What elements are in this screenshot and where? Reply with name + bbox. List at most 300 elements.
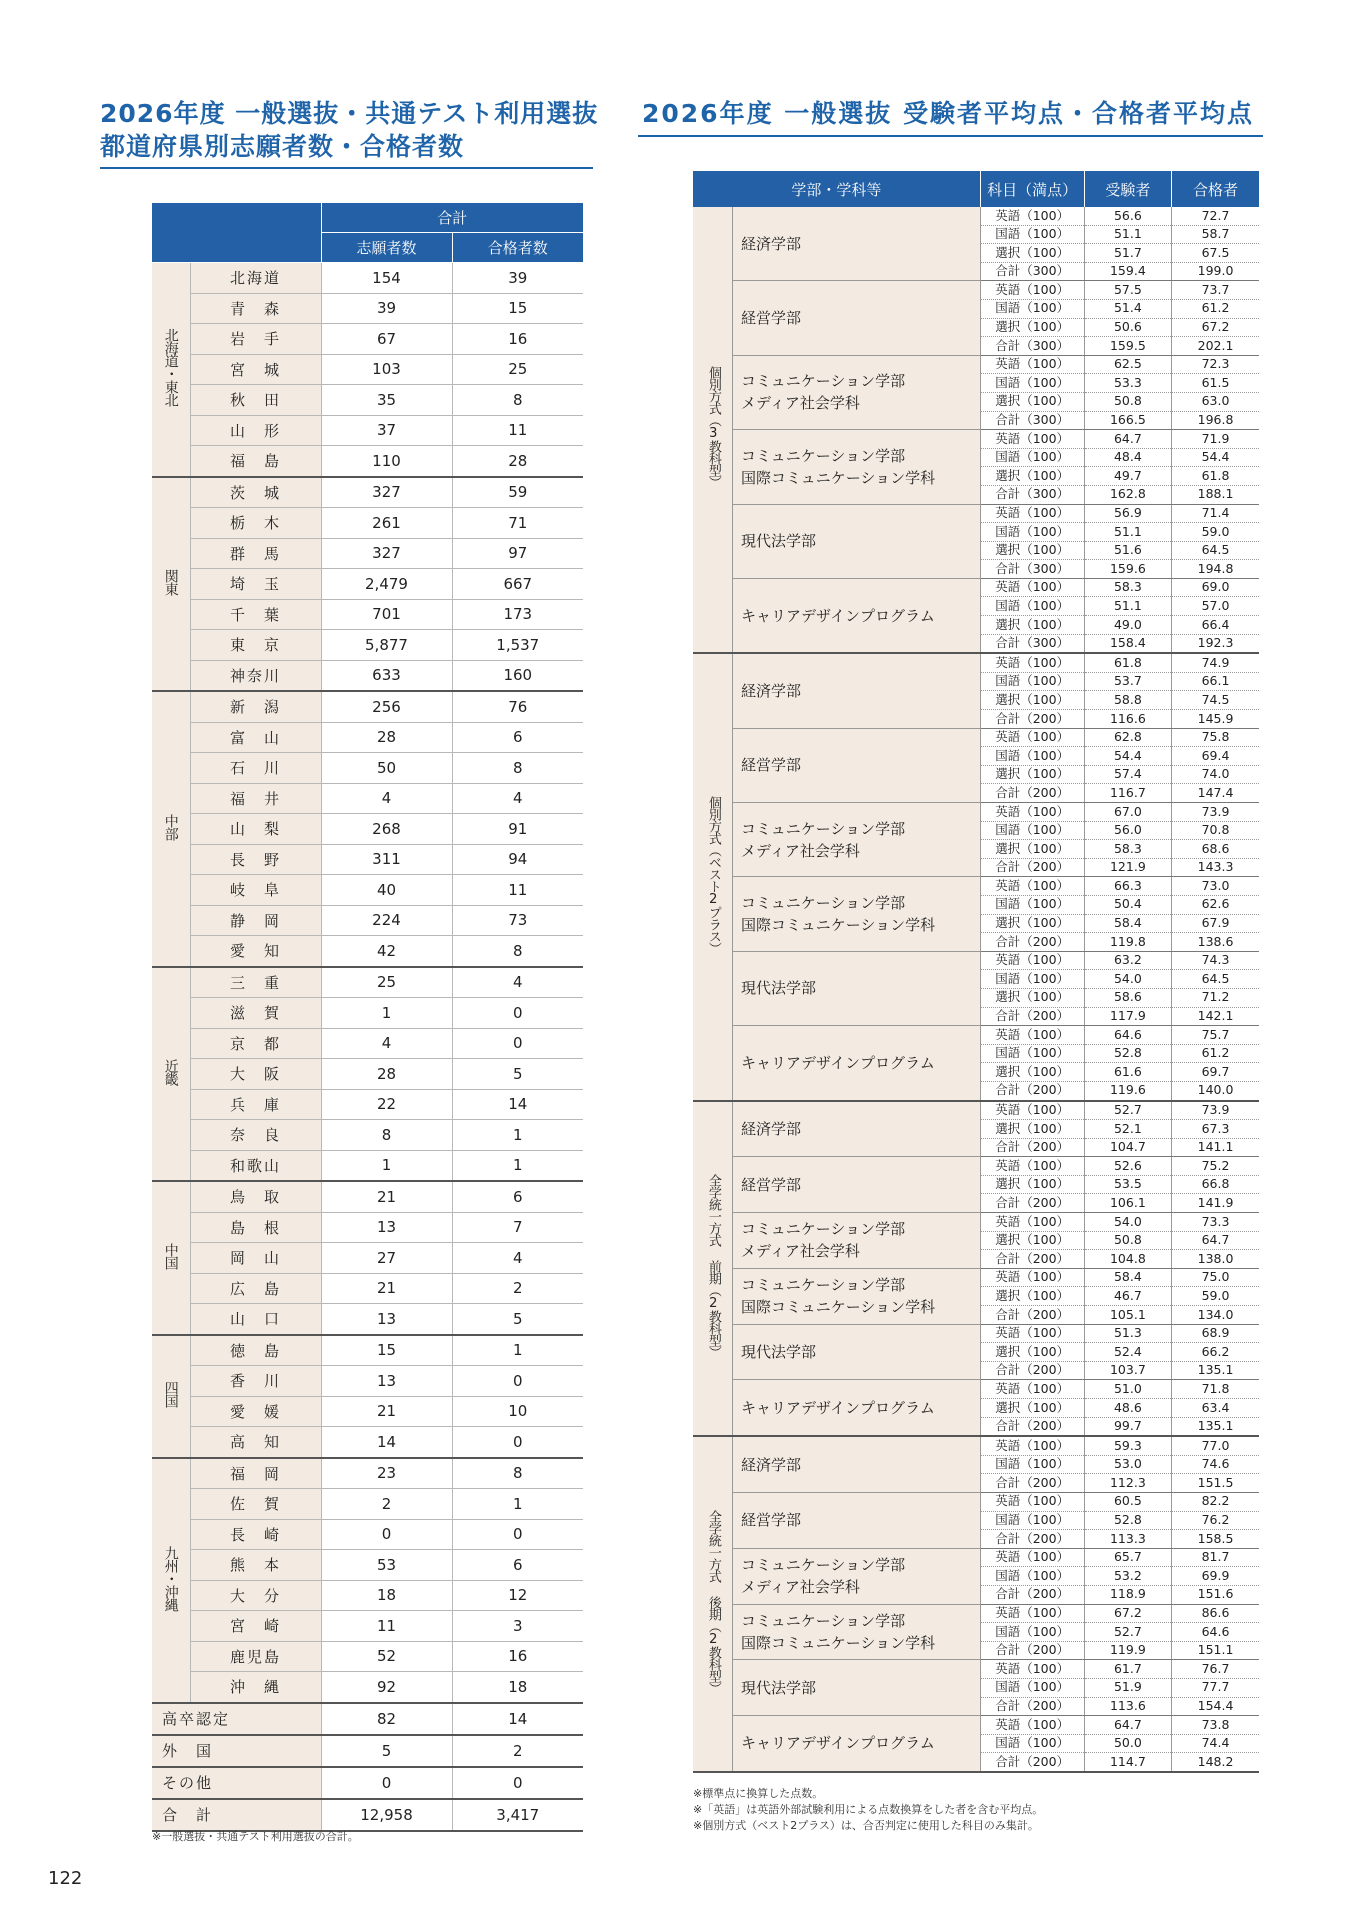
successful-average: 69.7 — [1172, 1063, 1259, 1082]
examinee-average: 48.4 — [1084, 448, 1171, 467]
successful-average: 67.2 — [1172, 318, 1259, 337]
table-row — [152, 967, 583, 998]
department-name — [733, 728, 981, 802]
prefecture-name: 福 島 — [190, 446, 321, 477]
passed-value: 1 — [452, 1335, 583, 1366]
examinee-average: 54.0 — [1084, 970, 1171, 989]
successful-average: 138.6 — [1172, 933, 1259, 952]
prefecture-name: 千 葉 — [190, 599, 321, 630]
subject-label: 合計（300） — [980, 411, 1084, 430]
subject-label: 選択（100） — [980, 392, 1084, 411]
table-row — [693, 1548, 1259, 1567]
table-row — [693, 1380, 1259, 1399]
applicants-value: 2,479 — [321, 569, 452, 600]
subject-label: 英語（100） — [980, 281, 1084, 300]
table-row — [693, 1324, 1259, 1343]
successful-average: 67.3 — [1172, 1120, 1259, 1139]
passed-value: 39 — [452, 263, 583, 294]
table-row — [152, 1181, 583, 1212]
table-row — [152, 1120, 583, 1151]
passed-value: 0 — [452, 1427, 583, 1458]
prefecture-name: 長 崎 — [190, 1519, 321, 1550]
successful-average: 59.0 — [1172, 523, 1259, 542]
successful-average: 67.5 — [1172, 244, 1259, 263]
passed-value: 5 — [452, 1059, 583, 1090]
department-name — [733, 207, 981, 281]
right-title-rule — [638, 135, 1263, 137]
successful-average: 135.1 — [1172, 1361, 1259, 1380]
passed-value: 76 — [452, 691, 583, 722]
prefecture-name: 山 口 — [190, 1304, 321, 1335]
passed-value: 1,537 — [452, 630, 583, 661]
passed-value: 94 — [452, 844, 583, 875]
table-row — [693, 1213, 1259, 1232]
table-row — [152, 814, 583, 845]
table-row — [152, 324, 583, 355]
subject-label: 英語（100） — [980, 1716, 1084, 1735]
examinee-average: 162.8 — [1084, 485, 1171, 504]
successful-average: 188.1 — [1172, 485, 1259, 504]
examinee-average: 50.8 — [1084, 1231, 1171, 1250]
successful-average: 72.3 — [1172, 355, 1259, 374]
examinee-average: 63.2 — [1084, 951, 1171, 970]
passed-value: 11 — [452, 415, 583, 446]
subject-label: 国語（100） — [980, 1455, 1084, 1474]
passed-value: 3,417 — [452, 1799, 583, 1831]
region-label — [152, 1181, 190, 1335]
department-name — [733, 1436, 981, 1492]
successful-average: 69.9 — [1172, 1567, 1259, 1586]
page-number: 122 — [48, 1868, 83, 1889]
examinee-average: 62.8 — [1084, 728, 1171, 747]
table-row — [152, 905, 583, 936]
prefecture-name: 佐 賀 — [190, 1489, 321, 1520]
table-row — [693, 504, 1259, 523]
department-name-line: 国際コミュニケーション学科 — [741, 1633, 936, 1652]
successful-average: 54.4 — [1172, 448, 1259, 467]
applicants-value: 311 — [321, 844, 452, 875]
examinee-average: 50.0 — [1084, 1734, 1171, 1753]
department-name-line: メディア社会学科 — [741, 841, 860, 860]
examinee-average: 51.3 — [1084, 1324, 1171, 1343]
department-name — [733, 1380, 981, 1436]
prefecture-name: 山 梨 — [190, 814, 321, 845]
successful-average: 74.0 — [1172, 765, 1259, 784]
subject-label: 英語（100） — [980, 653, 1084, 672]
department-name — [733, 504, 981, 578]
table-row — [152, 1580, 583, 1611]
successful-average: 73.8 — [1172, 1716, 1259, 1735]
table-row — [152, 263, 583, 294]
table-row — [152, 1641, 583, 1672]
examinee-average: 62.5 — [1084, 355, 1171, 374]
passed-value: 7 — [452, 1212, 583, 1243]
table-row — [152, 1273, 583, 1304]
successful-average: 140.0 — [1172, 1081, 1259, 1100]
examinee-average: 54.0 — [1084, 1213, 1171, 1232]
prefecture-name: 富 山 — [190, 722, 321, 753]
subject-label: 国語（100） — [980, 1044, 1084, 1063]
table-row — [152, 1089, 583, 1120]
score-table — [693, 171, 1259, 1773]
passed-value: 15 — [452, 293, 583, 324]
prefecture-name: 岩 手 — [190, 324, 321, 355]
successful-average: 138.0 — [1172, 1250, 1259, 1269]
score-note-3: ※個別方式（ベスト2プラス）は、合否判定に使用した科目のみ集計。 — [693, 1819, 1039, 1832]
examinee-average: 52.8 — [1084, 1044, 1171, 1063]
subject-label: 国語（100） — [980, 895, 1084, 914]
subject-label: 合計（200） — [980, 1530, 1084, 1549]
department-name-line: コミュニケーション学部 — [741, 819, 906, 838]
subject-label: 英語（100） — [980, 1660, 1084, 1679]
applicants-value: 27 — [321, 1243, 452, 1274]
successful-average: 75.0 — [1172, 1268, 1259, 1287]
applicants-value: 25 — [321, 967, 452, 998]
examinee-average: 104.8 — [1084, 1250, 1171, 1269]
prefecture-name: 茨 城 — [190, 477, 321, 508]
department-name — [733, 1268, 981, 1324]
examinee-average: 116.7 — [1084, 784, 1171, 803]
passed-value: 0 — [452, 1366, 583, 1397]
table-row — [152, 691, 583, 722]
applicants-value: 22 — [321, 1089, 452, 1120]
successful-average: 199.0 — [1172, 262, 1259, 281]
examinee-average: 54.4 — [1084, 747, 1171, 766]
successful-average: 202.1 — [1172, 337, 1259, 356]
subject-label: 国語（100） — [980, 821, 1084, 840]
department-name — [733, 1324, 981, 1380]
table-row — [693, 1436, 1259, 1455]
table-row — [693, 1660, 1259, 1679]
department-name — [733, 877, 981, 951]
subject-label: 合計（200） — [980, 1474, 1084, 1493]
passed-header: 合格者数 — [452, 233, 583, 263]
examinee-average: 51.4 — [1084, 299, 1171, 318]
applicants-value: 261 — [321, 508, 452, 539]
passed-value: 12 — [452, 1580, 583, 1611]
table-row — [152, 385, 583, 416]
successful-average: 81.7 — [1172, 1548, 1259, 1567]
subject-label: 選択（100） — [980, 1175, 1084, 1194]
subject-label: 国語（100） — [980, 1623, 1084, 1642]
subject-label: 選択（100） — [980, 988, 1084, 1007]
prefecture-name: 山 形 — [190, 415, 321, 446]
examinee-average: 58.3 — [1084, 840, 1171, 859]
examinee-average: 112.3 — [1084, 1474, 1171, 1493]
left-title-line1: 2026年度 一般選抜・共通テスト利用選抜 — [100, 99, 599, 128]
subject-label: 合計（300） — [980, 560, 1084, 579]
table-row — [152, 446, 583, 477]
successful-average: 77.7 — [1172, 1678, 1259, 1697]
prefecture-name: 新 潟 — [190, 691, 321, 722]
department-name — [733, 803, 981, 877]
subject-label: 英語（100） — [980, 803, 1084, 822]
other-label: 外 国 — [152, 1735, 321, 1767]
table-row — [152, 569, 583, 600]
successful-average: 71.9 — [1172, 430, 1259, 449]
dept-header: 学部・学科等 — [693, 171, 980, 207]
passed-value: 18 — [452, 1672, 583, 1703]
successful-average: 135.1 — [1172, 1417, 1259, 1436]
table-row — [152, 1735, 583, 1767]
table-row — [152, 1150, 583, 1181]
department-name-line: コミュニケーション学部 — [741, 894, 906, 913]
successful-average: 68.9 — [1172, 1324, 1259, 1343]
successful-average: 141.9 — [1172, 1194, 1259, 1213]
successful-average: 61.2 — [1172, 299, 1259, 318]
examinee-average: 51.6 — [1084, 541, 1171, 560]
successful-average: 68.6 — [1172, 840, 1259, 859]
passed-value: 160 — [452, 660, 583, 691]
applicants-value: 154 — [321, 263, 452, 294]
department-name — [733, 281, 981, 355]
subject-label: 国語（100） — [980, 1734, 1084, 1753]
table-row — [693, 1026, 1259, 1045]
successful-average: 143.3 — [1172, 858, 1259, 877]
table-row — [152, 415, 583, 446]
successful-average: 64.5 — [1172, 970, 1259, 989]
successful-average: 63.4 — [1172, 1399, 1259, 1418]
successful-average: 75.7 — [1172, 1026, 1259, 1045]
successful-average: 134.0 — [1172, 1306, 1259, 1325]
passed-value: 16 — [452, 324, 583, 355]
applicants-value: 256 — [321, 691, 452, 722]
subject-label: 選択（100） — [980, 244, 1084, 263]
table-row — [693, 728, 1259, 747]
department-name — [733, 1492, 981, 1548]
table-row — [152, 844, 583, 875]
subject-label: 合計（300） — [980, 634, 1084, 653]
prefecture-name: 長 野 — [190, 844, 321, 875]
department-name-line: メディア社会学科 — [741, 394, 860, 413]
department-name — [733, 1716, 981, 1772]
department-name-line: 国際コミュニケーション学科 — [741, 1298, 936, 1317]
score-note-2: ※「英語」は英語外部試験利用による点数換算をした者を含む平均点。 — [693, 1803, 1044, 1816]
prefecture-name: 神奈川 — [190, 660, 321, 691]
subject-label: 選択（100） — [980, 691, 1084, 710]
department-name — [733, 1604, 981, 1660]
passed-value: 173 — [452, 599, 583, 630]
examinee-average: 159.5 — [1084, 337, 1171, 356]
subject-label: 英語（100） — [980, 1380, 1084, 1399]
department-name-line: コミュニケーション学部 — [741, 372, 906, 391]
successful-average: 151.5 — [1172, 1474, 1259, 1493]
applicants-value: 327 — [321, 477, 452, 508]
passed-value: 4 — [452, 783, 583, 814]
examinee-average: 58.6 — [1084, 988, 1171, 1007]
department-name — [733, 578, 981, 653]
successful-average: 66.2 — [1172, 1343, 1259, 1362]
successful-average: 141.1 — [1172, 1138, 1259, 1157]
table-row — [693, 877, 1259, 896]
examinee-average: 49.7 — [1084, 467, 1171, 486]
subject-label: 英語（100） — [980, 207, 1084, 225]
applicants-value: 5 — [321, 1735, 452, 1767]
department-name-line: 経営学部 — [741, 309, 802, 328]
table-row — [152, 1059, 583, 1090]
examinee-average: 61.6 — [1084, 1063, 1171, 1082]
department-name — [733, 1026, 981, 1101]
table-row — [152, 1366, 583, 1397]
subject-label: 合計（200） — [980, 710, 1084, 729]
passed-value: 1 — [452, 1489, 583, 1520]
examinee-average: 67.2 — [1084, 1604, 1171, 1623]
table-row — [152, 1458, 583, 1489]
subject-label: 選択（100） — [980, 1231, 1084, 1250]
successful-average: 151.6 — [1172, 1585, 1259, 1604]
table-row — [152, 936, 583, 967]
table-row — [152, 660, 583, 691]
prefecture-name: 大 阪 — [190, 1059, 321, 1090]
examinee-average: 52.7 — [1084, 1101, 1171, 1120]
department-name-line: 国際コミュニケーション学科 — [741, 468, 936, 487]
table-row — [693, 578, 1259, 597]
applicants-value: 23 — [321, 1458, 452, 1489]
subject-label: 選択（100） — [980, 1399, 1084, 1418]
examinee-average: 105.1 — [1084, 1306, 1171, 1325]
region-label — [152, 1458, 190, 1703]
score-note-1: ※標準点に換算した点数。 — [693, 1787, 824, 1800]
department-name — [733, 1660, 981, 1716]
table-row — [693, 803, 1259, 822]
applicants-value: 2 — [321, 1489, 452, 1520]
subject-label: 合計（300） — [980, 262, 1084, 281]
examinee-average: 113.6 — [1084, 1697, 1171, 1716]
passed-value: 16 — [452, 1641, 583, 1672]
subject-label: 選択（100） — [980, 1063, 1084, 1082]
examinee-average: 61.8 — [1084, 653, 1171, 672]
subject-label: 選択（100） — [980, 467, 1084, 486]
successful-average: 147.4 — [1172, 784, 1259, 803]
examinee-average: 52.6 — [1084, 1157, 1171, 1176]
successful-average: 73.9 — [1172, 1101, 1259, 1120]
successful-average: 151.1 — [1172, 1641, 1259, 1660]
examinee-average: 59.3 — [1084, 1436, 1171, 1455]
passed-value: 4 — [452, 967, 583, 998]
successful-average: 76.7 — [1172, 1660, 1259, 1679]
region-label-text: 中国 — [162, 1242, 179, 1269]
applicants-value: 40 — [321, 875, 452, 906]
examinee-average: 52.4 — [1084, 1343, 1171, 1362]
left-title-line2: 都道府県別志願者数・合格者数 — [100, 132, 465, 161]
applicants-value: 103 — [321, 354, 452, 385]
table-row — [152, 1304, 583, 1335]
subject-label: 英語（100） — [980, 1157, 1084, 1176]
passed-value: 8 — [452, 936, 583, 967]
department-name-line: キャリアデザインプログラム — [741, 1398, 935, 1417]
subject-label: 国語（100） — [980, 970, 1084, 989]
table-row — [152, 538, 583, 569]
subject-label: 英語（100） — [980, 1026, 1084, 1045]
subject-header: 科目（満点） — [980, 171, 1084, 207]
table-row — [693, 1716, 1259, 1735]
successful-average: 148.2 — [1172, 1753, 1259, 1772]
subject-label: 合計（200） — [980, 933, 1084, 952]
region-label-text: 近畿 — [162, 1058, 179, 1085]
department-name — [733, 951, 981, 1025]
table-row — [152, 998, 583, 1029]
examinee-average: 114.7 — [1084, 1753, 1171, 1772]
applicants-value: 15 — [321, 1335, 452, 1366]
examinee-average: 53.0 — [1084, 1455, 1171, 1474]
examinee-average: 64.6 — [1084, 1026, 1171, 1045]
successful-average: 61.8 — [1172, 467, 1259, 486]
department-name-line: キャリアデザインプログラム — [741, 1053, 935, 1072]
subject-label: 国語（100） — [980, 448, 1084, 467]
table-row — [152, 293, 583, 324]
successful-average: 158.5 — [1172, 1530, 1259, 1549]
applicants-value: 268 — [321, 814, 452, 845]
subject-label: 英語（100） — [980, 1213, 1084, 1232]
subject-label: 選択（100） — [980, 318, 1084, 337]
method-label-text: 全学統一方式 前期（2教科型） — [705, 1174, 721, 1359]
prefecture-name: 栃 木 — [190, 508, 321, 539]
method-label — [693, 207, 733, 653]
subject-label: 英語（100） — [980, 728, 1084, 747]
examinee-average: 119.6 — [1084, 1081, 1171, 1100]
successful-average: 194.8 — [1172, 560, 1259, 579]
table-row — [152, 1212, 583, 1243]
examinee-average: 49.0 — [1084, 616, 1171, 635]
region-label — [152, 691, 190, 967]
prefecture-name: 宮 崎 — [190, 1611, 321, 1642]
table-row — [152, 508, 583, 539]
method-label — [693, 1436, 733, 1772]
subject-label: 合計（200） — [980, 1417, 1084, 1436]
successful-average: 66.4 — [1172, 616, 1259, 635]
passed-value: 6 — [452, 1550, 583, 1581]
subject-label: 選択（100） — [980, 1120, 1084, 1139]
passed-value: 11 — [452, 875, 583, 906]
subject-label: 選択（100） — [980, 840, 1084, 859]
applicants-value: 28 — [321, 1059, 452, 1090]
passed-value: 59 — [452, 477, 583, 508]
examinee-average: 67.0 — [1084, 803, 1171, 822]
applicants-value: 21 — [321, 1273, 452, 1304]
passed-value: 14 — [452, 1089, 583, 1120]
successful-average: 70.8 — [1172, 821, 1259, 840]
table-row — [152, 1519, 583, 1550]
examinee-average: 166.5 — [1084, 411, 1171, 430]
examinee-average: 64.7 — [1084, 430, 1171, 449]
subject-label: 合計（200） — [980, 1361, 1084, 1380]
passed-value: 6 — [452, 722, 583, 753]
table-row — [152, 1672, 583, 1703]
prefecture-table-body — [152, 263, 583, 1831]
applicants-header: 志願者数 — [321, 233, 452, 263]
passed-value: 2 — [452, 1735, 583, 1767]
applicants-value: 633 — [321, 660, 452, 691]
department-name-line: メディア社会学科 — [741, 1578, 860, 1597]
passed-value: 8 — [452, 385, 583, 416]
passed-value: 0 — [452, 1767, 583, 1799]
examinee-average: 57.5 — [1084, 281, 1171, 300]
passed-value: 73 — [452, 905, 583, 936]
subject-label: 合計（300） — [980, 337, 1084, 356]
method-label-text: 全学統一方式 後期（2教科型） — [705, 1509, 721, 1694]
passed-value: 0 — [452, 1519, 583, 1550]
successful-average: 77.0 — [1172, 1436, 1259, 1455]
examinee-average: 52.7 — [1084, 1623, 1171, 1642]
passed-value: 14 — [452, 1703, 583, 1735]
examinee-average: 159.4 — [1084, 262, 1171, 281]
examinee-average: 51.7 — [1084, 244, 1171, 263]
table-row — [152, 354, 583, 385]
prefecture-name: 徳 島 — [190, 1335, 321, 1366]
subject-label: 選択（100） — [980, 1287, 1084, 1306]
subject-label: 選択（100） — [980, 914, 1084, 933]
table-row — [693, 1157, 1259, 1176]
